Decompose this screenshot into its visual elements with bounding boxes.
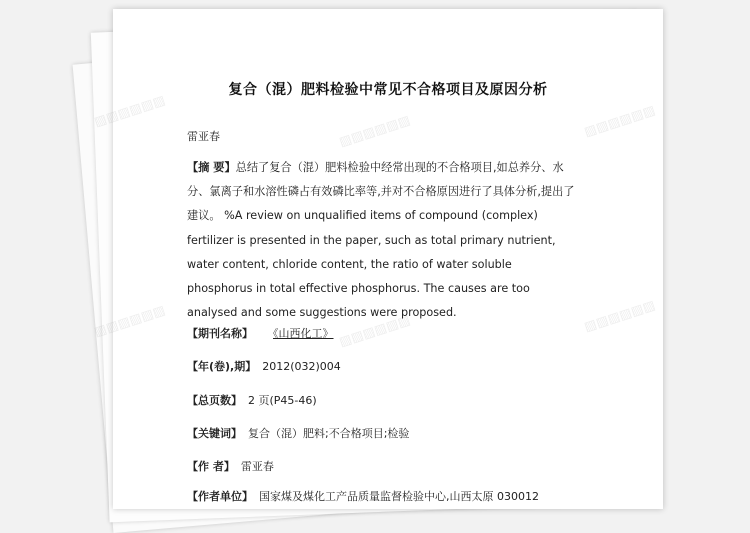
meta-keywords-label: 【关键词】 (187, 427, 242, 440)
meta-year-volume (187, 358, 341, 374)
meta-affiliation (187, 488, 539, 504)
watermark: ▨▨▨▨▨▨ (582, 102, 658, 141)
watermark: ▨▨▨▨▨▨ (92, 92, 168, 131)
meta-journal (187, 325, 334, 341)
abstract-label: 【摘 要】 (187, 161, 236, 174)
watermark: ▨▨▨▨▨▨ (337, 312, 413, 351)
meta-year-volume-value: 2012(032)004 (262, 360, 341, 373)
meta-author-value: 雷亚春 (240, 460, 274, 473)
document-title: 复合（混）肥料检验中常见不合格项目及原因分析 (228, 82, 548, 98)
meta-keywords (187, 425, 409, 441)
meta-pages-value: 2 页(P45-46) (248, 394, 317, 407)
abstract (187, 156, 579, 325)
watermark: ▨▨▨▨▨▨ (337, 112, 413, 151)
watermark: ▨▨▨▨▨▨ (582, 297, 658, 336)
meta-author-label: 【作 者】 (187, 460, 235, 473)
meta-journal-label: 【期刊名称】 (187, 327, 253, 340)
document-page (92, 9, 663, 509)
meta-pages-label: 【总页数】 (187, 394, 242, 407)
meta-year-volume-label: 【年(卷),期】 (187, 360, 257, 373)
meta-pages (187, 392, 317, 408)
author-name: 雷亚春 (187, 130, 220, 143)
meta-journal-value[interactable]: 《山西化工》 (273, 327, 334, 340)
watermark: ▨▨▨▨▨▨ (92, 302, 168, 341)
meta-author (187, 458, 274, 474)
meta-affiliation-label: 【作者单位】 (187, 490, 253, 503)
meta-affiliation-value: 国家煤及煤化工产品质量监督检验中心,山西太原 030012 (259, 490, 539, 503)
meta-keywords-value: 复合（混）肥料;不合格项目;检验 (248, 427, 410, 440)
abstract-text: 总结了复合（混）肥料检验中经常出现的不合格项目,如总养分、水分、氯离子和水溶性磷占有效磷比率等,并对不合格原因进行了具体分析,提出了建议。 %A review on unqualified items of compound (complex) fertilizer is presented in the paper, such as total primary nutrient, water content, chloride content, the ratio of water soluble phosphorus in total effective phosphorus. The causes are too analysed and some suggestions were proposed. (187, 161, 575, 320)
